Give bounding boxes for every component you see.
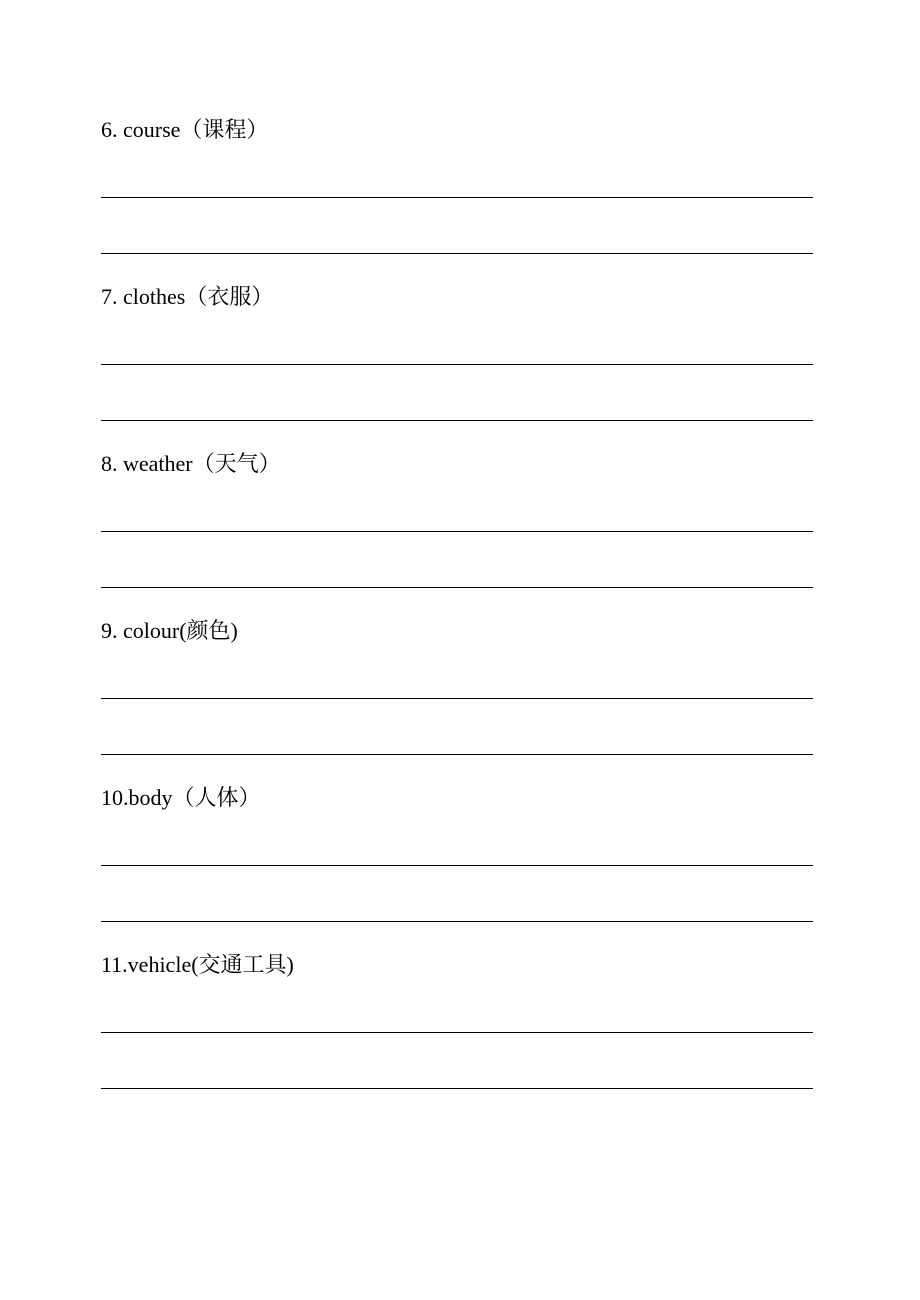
question-label-9: 9. colour(颜色) xyxy=(101,618,238,643)
answer-line-10b[interactable] xyxy=(101,921,813,922)
question-label-6: 6. course（课程） xyxy=(101,117,269,142)
answer-line-6a[interactable] xyxy=(101,197,813,198)
answer-line-6b[interactable] xyxy=(101,253,813,254)
question-label-8: 8. weather（天气） xyxy=(101,451,281,476)
answer-line-9a[interactable] xyxy=(101,698,813,699)
question-label-10: 10.body（人体） xyxy=(101,785,261,810)
question-item-8 xyxy=(101,449,813,616)
question-item-11 xyxy=(101,950,813,1117)
question-label-11: 11.vehicle(交通工具) xyxy=(101,952,294,977)
answer-line-9b[interactable] xyxy=(101,754,813,755)
answer-line-11a[interactable] xyxy=(101,1032,813,1033)
question-item-9 xyxy=(101,616,813,783)
answer-line-8a[interactable] xyxy=(101,531,813,532)
answer-line-7a[interactable] xyxy=(101,364,813,365)
answer-line-10a[interactable] xyxy=(101,865,813,866)
question-item-6 xyxy=(101,115,813,282)
answer-line-8b[interactable] xyxy=(101,587,813,588)
question-item-7 xyxy=(101,282,813,449)
answer-line-11b[interactable] xyxy=(101,1088,813,1089)
answer-line-7b[interactable] xyxy=(101,420,813,421)
question-label-7: 7. clothes（衣服） xyxy=(101,284,274,309)
question-item-10 xyxy=(101,783,813,950)
